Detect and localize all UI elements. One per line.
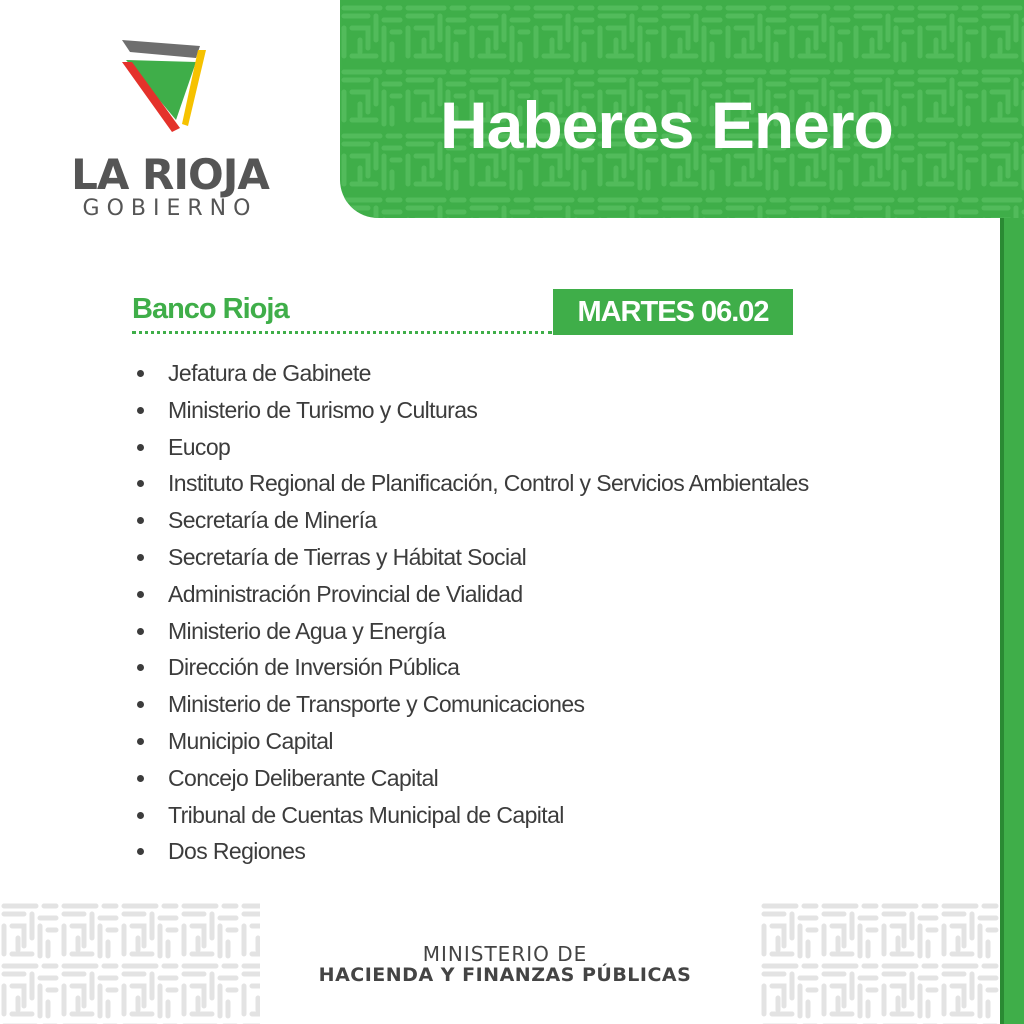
list-item-label: Tribunal de Cuentas Municipal de Capital bbox=[168, 801, 564, 828]
list-item-label: Dos Regiones bbox=[168, 838, 306, 865]
footer-ministry-line1: MINISTERIO DE bbox=[422, 942, 588, 966]
organism-list bbox=[130, 355, 809, 870]
list-item-label: Secretaría de Minería bbox=[168, 507, 377, 534]
bullet-icon bbox=[137, 370, 144, 377]
list-item bbox=[130, 576, 809, 613]
list-item-label: Administración Provincial de Vialidad bbox=[168, 580, 523, 607]
list-item-label: Eucop bbox=[168, 433, 231, 460]
la-rioja-logo bbox=[60, 36, 280, 226]
bullet-icon bbox=[137, 701, 144, 708]
list-item bbox=[130, 539, 809, 576]
list-item-label: Ministerio de Agua y Energía bbox=[168, 617, 446, 644]
list-item-label: Ministerio de Turismo y Culturas bbox=[168, 396, 478, 423]
bullet-icon bbox=[137, 517, 144, 524]
bullet-icon bbox=[137, 444, 144, 451]
bullet-icon bbox=[137, 775, 144, 782]
bullet-icon bbox=[137, 591, 144, 598]
bullet-icon bbox=[137, 664, 144, 671]
list-item bbox=[130, 686, 809, 723]
bullet-icon bbox=[137, 407, 144, 414]
dotted-divider bbox=[132, 331, 552, 334]
list-item-label: Concejo Deliberante Capital bbox=[168, 764, 439, 791]
footer-pattern-right bbox=[760, 900, 1000, 1024]
list-item bbox=[130, 429, 809, 466]
list-item bbox=[130, 723, 809, 760]
list-item bbox=[130, 649, 809, 686]
bullet-icon bbox=[137, 480, 144, 487]
page-title: Haberes Enero bbox=[440, 88, 893, 162]
list-item bbox=[130, 465, 809, 502]
list-item-label: Jefatura de Gabinete bbox=[168, 360, 371, 386]
footer-pattern-left bbox=[0, 900, 260, 1024]
list-item-label: Municipio Capital bbox=[168, 727, 333, 754]
list-item-label: Ministerio de Transporte y Comunicaciones bbox=[168, 691, 585, 718]
footer-ministry-line2: HACIENDA Y FINANZAS PÚBLICAS bbox=[318, 964, 692, 986]
list-item-label: Instituto Regional de Planificación, Control y Servicios Ambientales bbox=[168, 470, 809, 497]
bullet-icon bbox=[137, 812, 144, 819]
la-rioja-emblem-icon bbox=[118, 36, 210, 136]
list-item bbox=[130, 613, 809, 650]
list-item bbox=[130, 392, 809, 429]
bullet-icon bbox=[137, 554, 144, 561]
list-item bbox=[130, 355, 809, 392]
list-item bbox=[130, 833, 809, 870]
logo-title: LA RIOJA bbox=[71, 150, 269, 199]
date-badge: MARTES 06.02 bbox=[553, 289, 793, 335]
list-item bbox=[130, 502, 809, 539]
list-item bbox=[130, 760, 809, 797]
bullet-icon bbox=[137, 738, 144, 745]
bullet-icon bbox=[137, 628, 144, 635]
list-item-label: Secretaría de Tierras y Hábitat Social bbox=[168, 543, 527, 570]
list-item-label: Dirección de Inversión Pública bbox=[168, 654, 460, 681]
bullet-icon bbox=[137, 848, 144, 855]
right-green-bar bbox=[1004, 218, 1024, 1024]
bank-title: Banco Rioja bbox=[132, 293, 289, 325]
list-item bbox=[130, 797, 809, 834]
logo-subtitle: GOBIERNO bbox=[82, 196, 258, 221]
